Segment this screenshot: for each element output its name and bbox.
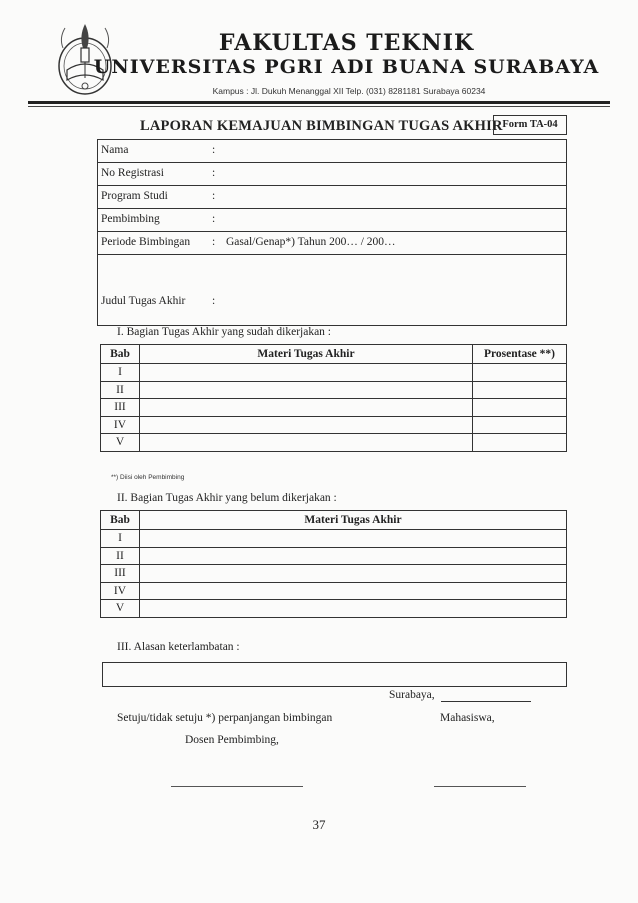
supervisor-signature-line[interactable] [171,786,303,787]
field-label: Pembimbing [101,213,160,225]
field-label: No Registrasi [101,167,164,179]
header-divider [28,101,610,104]
table-row [101,600,567,618]
identity-row-judul [98,255,566,325]
faculty-title: FAKULTAS TEKNIK [218,30,475,56]
bab-number: I [101,364,140,382]
field-colon: : [212,167,216,179]
student-signature-label: Mahasiswa, [440,712,495,724]
delay-reason-field[interactable] [102,662,567,687]
bab-number: I [101,530,140,548]
table-row [101,381,567,399]
remaining-work-table [100,510,567,618]
column-header-materi: Materi Tugas Akhir [140,511,567,530]
prosentase-cell[interactable] [473,434,567,452]
column-header-materi: Materi Tugas Akhir [140,345,473,364]
table-row [101,416,567,434]
materi-cell[interactable] [140,364,473,382]
field-colon: : [212,213,216,225]
materi-cell[interactable] [140,416,473,434]
table-header-row [101,511,567,530]
materi-cell[interactable] [140,547,567,565]
prosentase-cell[interactable] [473,364,567,382]
campus-address: Kampus : Jl. Dukuh Menanggal XII Telp. (031) 8281181 Surabaya 60234 [212,86,486,96]
materi-cell[interactable] [140,600,567,618]
field-colon: : [212,190,216,202]
student-signature-line[interactable] [434,786,526,787]
field-label: Program Studi [101,190,168,202]
section-3-heading: III. Alasan keterlambatan : [117,641,240,653]
table-row [101,530,567,548]
identity-row-periode [98,232,566,255]
approval-statement: Setuju/tidak setuju *) perpanjangan bimbingan [117,712,333,724]
bab-number: II [101,381,140,399]
section-1-heading: I. Bagian Tugas Akhir yang sudah dikerjakan : [117,326,332,338]
field-colon: : [212,295,216,307]
field-label: Periode Bimbingan [101,236,191,248]
bab-number: V [101,434,140,452]
identity-row-program-studi [98,186,566,209]
city-date-label: Surabaya, [389,689,435,701]
table-row [101,364,567,382]
materi-cell[interactable] [140,565,567,583]
table-row [101,582,567,600]
header-divider-thin [28,106,610,107]
university-title: UNIVERSITAS PGRI ADI BUANA SURABAYA [93,56,600,78]
table-header-row [101,345,567,364]
section-2-heading: II. Bagian Tugas Akhir yang belum dikerjakan : [117,492,337,504]
field-label: Judul Tugas Akhir [101,295,186,307]
prosentase-cell[interactable] [473,416,567,434]
field-colon: : [212,144,216,156]
prosentase-cell[interactable] [473,399,567,417]
identity-table [97,139,567,326]
materi-cell[interactable] [140,530,567,548]
bab-number: II [101,547,140,565]
periode-bimbingan-field[interactable]: Gasal/Genap*) Tahun 200… / 200… [226,236,396,248]
supervisor-signature-label: Dosen Pembimbing, [185,734,279,746]
table-row [101,547,567,565]
field-label: Nama [101,144,129,156]
bab-number: IV [101,582,140,600]
materi-cell[interactable] [140,434,473,452]
bab-number: IV [101,416,140,434]
prosentase-cell[interactable] [473,381,567,399]
identity-row-no-registrasi [98,163,566,186]
field-colon: : [212,236,216,248]
date-line[interactable] [441,701,531,702]
materi-cell[interactable] [140,582,567,600]
table-row [101,399,567,417]
form-code-badge: Form TA-04 [493,115,567,135]
identity-row-pembimbing [98,209,566,232]
identity-row-nama [98,140,566,163]
bab-number: III [101,399,140,417]
page-number: 37 [312,817,326,832]
materi-cell[interactable] [140,399,473,417]
column-header-prosentase: Prosentase **) [473,345,567,364]
form-title: LAPORAN KEMAJUAN BIMBINGAN TUGAS AKHIR [140,118,503,134]
column-header-bab: Bab [101,345,140,364]
table-row [101,434,567,452]
materi-cell[interactable] [140,381,473,399]
column-header-bab: Bab [101,511,140,530]
bab-number: V [101,600,140,618]
table-row [101,565,567,583]
bab-number: III [101,565,140,583]
table-footnote: **) Diisi oleh Pembimbing [111,474,185,481]
completed-work-table [100,344,567,452]
